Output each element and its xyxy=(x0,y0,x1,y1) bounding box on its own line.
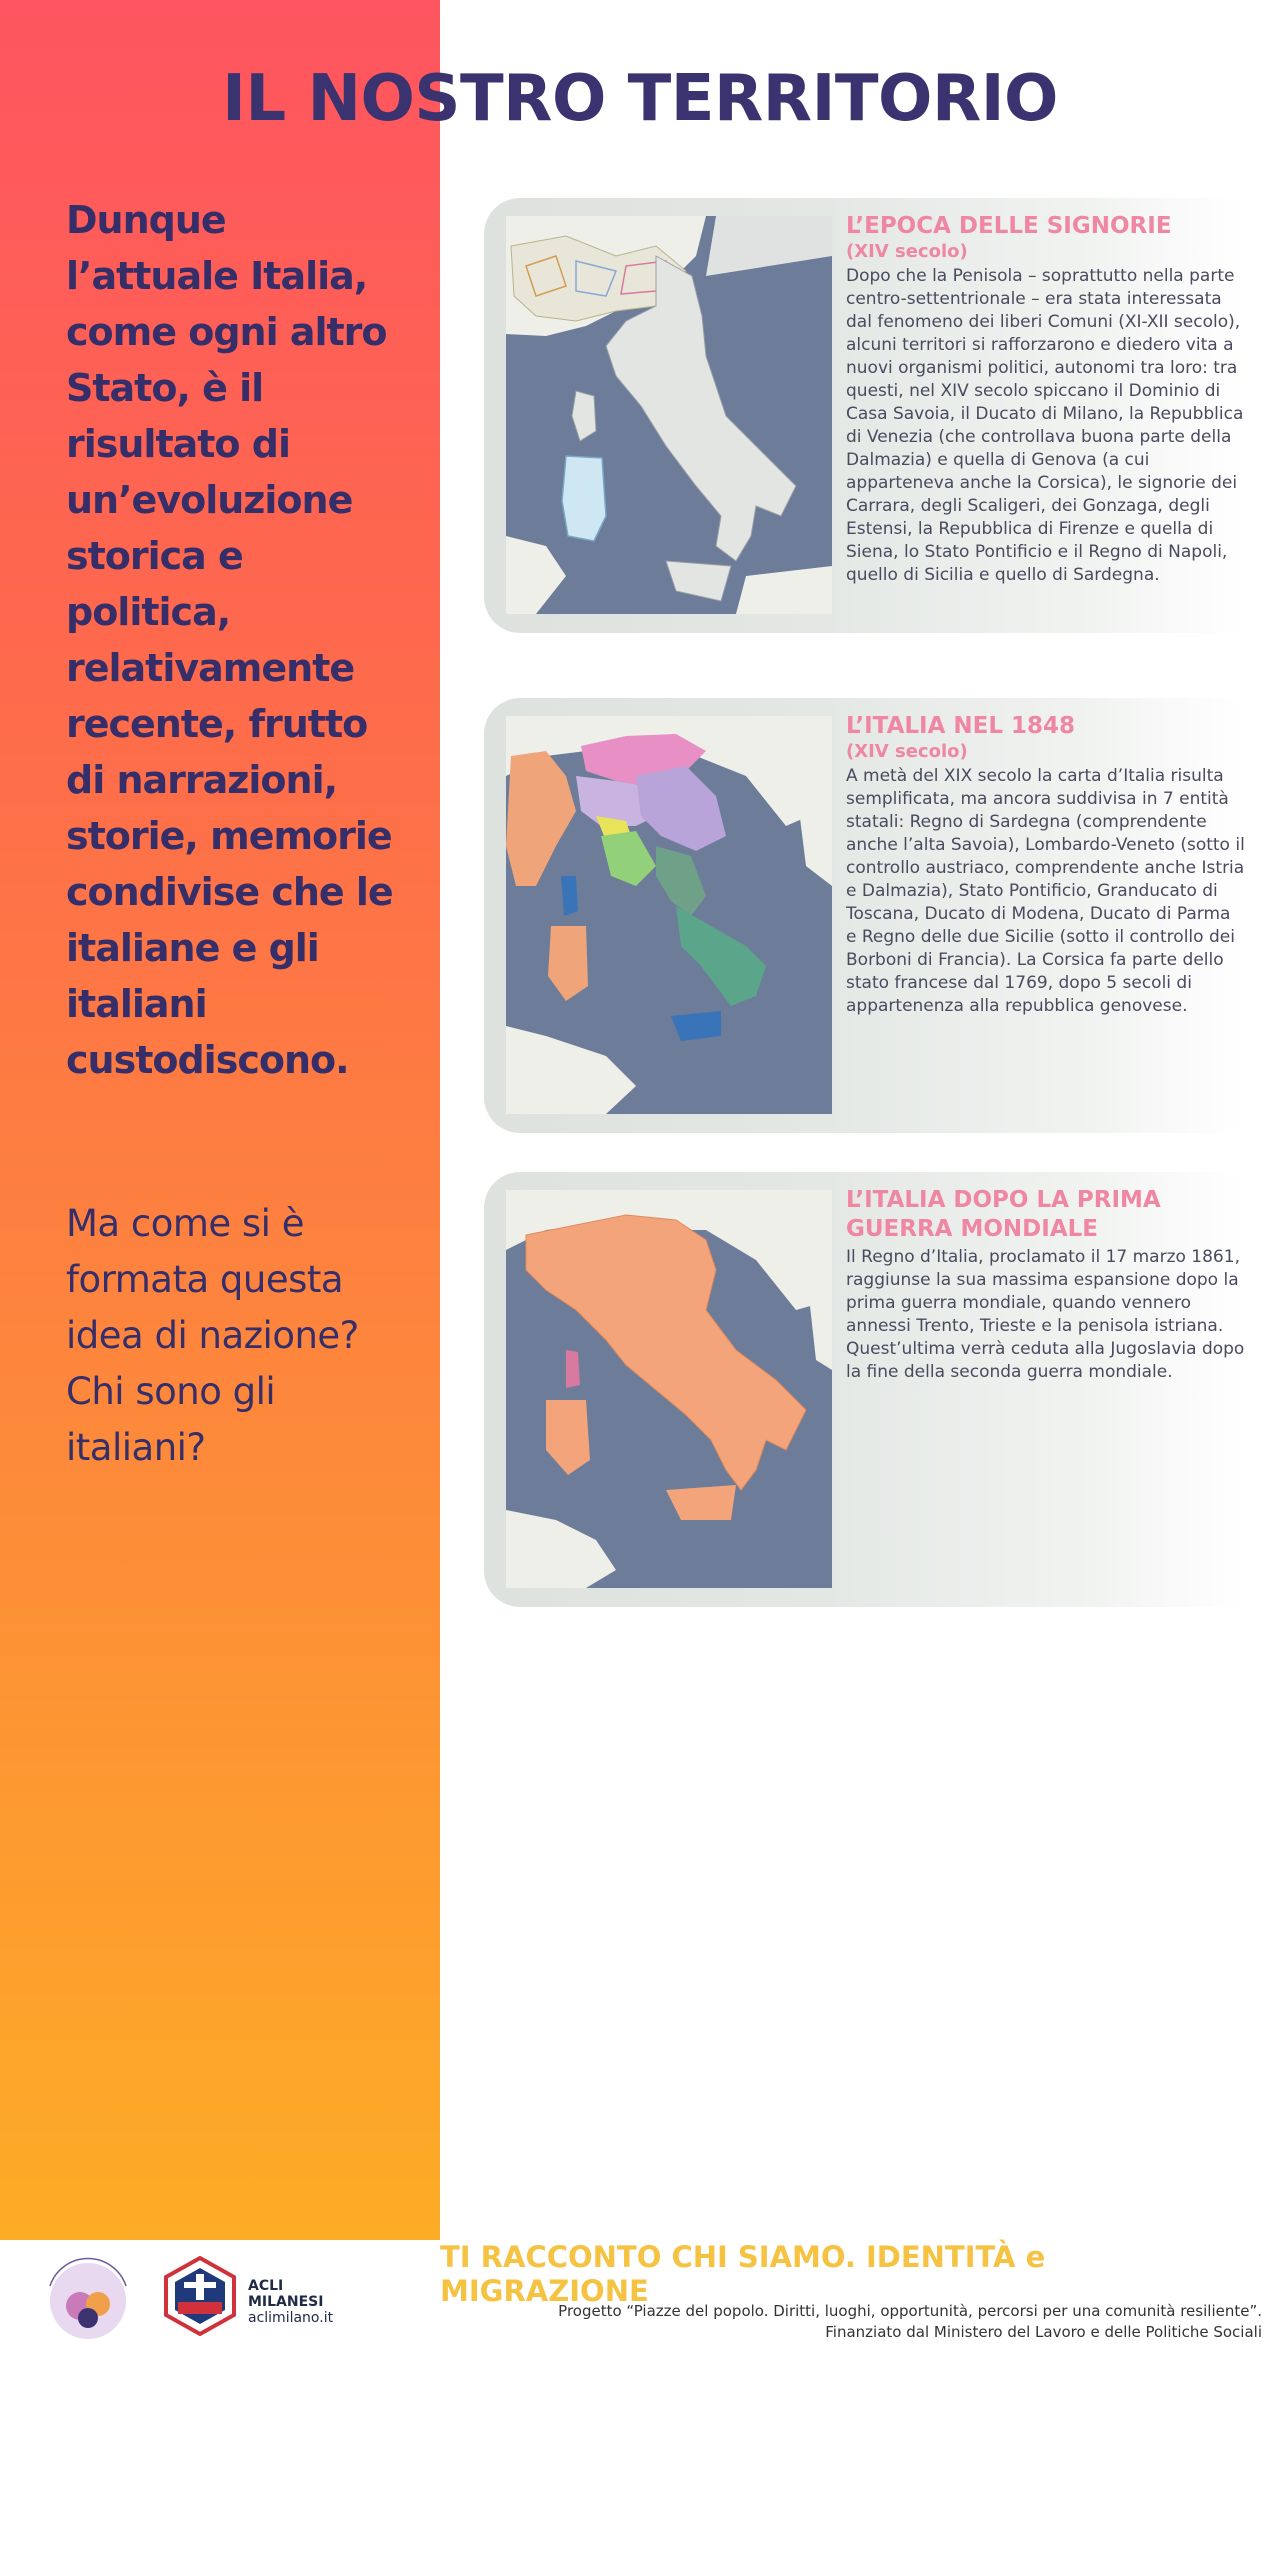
acli-logo xyxy=(160,2256,240,2336)
page-title: IL NOSTRO TERRITORIO xyxy=(222,62,1058,136)
card-title: L’ITALIA DOPO LA PRIMA GUERRA MONDIALE xyxy=(846,1187,1161,1242)
project-logo-icon xyxy=(38,2246,138,2346)
acli-line2: MILANESI xyxy=(248,2294,324,2310)
footer-note xyxy=(462,2301,1262,2343)
question-text: Ma come si è formata questa idea di nazione? Chi sono gli italiani? xyxy=(66,1202,359,1469)
intro-text: Dunque l’attuale Italia, come ogni altro Stato, è il risultato di un’evoluzione storica e politica, relativamente recente, frutto di narrazioni, storie, memorie condivise che le italiane e gli italiani custodiscono. xyxy=(66,198,393,1082)
map-1848-image xyxy=(506,716,832,1114)
acli-text xyxy=(248,2278,333,2326)
map-1848 xyxy=(506,716,832,1114)
card-dopo-guerra-text xyxy=(846,1186,1246,1384)
card-signorie xyxy=(484,198,1244,633)
card-title: L’ITALIA NEL 1848 xyxy=(846,713,1076,739)
project-logo xyxy=(38,2246,138,2346)
acli-logo-icon xyxy=(160,2256,240,2336)
map-signorie xyxy=(506,216,832,614)
acli-line1: ACLI xyxy=(248,2278,284,2294)
card-body: Dopo che la Penisola – soprattutto nella parte centro-settentrionale – era stata interessata dal fenomeno dei liberi Comuni (XI-XII secolo), alcuni territori si rafforzarono e diedero vita a nuovi organismi politici, autonomi tra loro: tra questi, nel XIV secolo spiccano il Dominio di Casa Savoia, il Ducato di Milano, la Repubblica di Venezia (che controllava buona parte della Dalmazia) e quella di Genova (a cui apparteneva anche la Corsica), le signorie dei Carrara, degli Scaligeri, dei Gonzaga, degli Estensi, la Repubblica di Firenze e quella di Siena, lo Stato Pontificio e il Regno di Napoli, quello di Sicilia e quello di Sardegna. xyxy=(846,266,1244,585)
acli-url[interactable]: aclimilano.it xyxy=(248,2310,334,2326)
card-body: A metà del XIX secolo la carta d’Italia risulta semplificata, ma ancora suddivisa in 7 entità statali: Regno di Sardegna (comprendente anche l’alta Savoia), Lombardo-Veneto (sotto il controllo austriaco, comprendente anche Istria e Dalmazia), Stato Pontificio, Granducato di Toscana, Ducato di Modena, Ducato di Parma e Regno delle due Sicilie (sotto il controllo dei Borboni di Francia). La Corsica fa parte dello stato francese dal 1769, dopo 5 secoli di appartenenza alla repubblica genovese. xyxy=(846,766,1245,1016)
card-1848-text xyxy=(846,712,1246,1018)
card-subtitle: (XIV secolo) xyxy=(846,241,968,262)
map-dopo-guerra xyxy=(506,1190,832,1588)
card-signorie-text xyxy=(846,212,1246,587)
footer-title: TI RACCONTO CHI SIAMO. IDENTITÀ e MIGRAZIONE xyxy=(440,2240,1046,2308)
map-signorie-image xyxy=(506,216,832,614)
card-body: Il Regno d’Italia, proclamato il 17 marzo 1861, raggiunse la sua massima espansione dopo la prima guerra mondiale, quando vennero annessi Trento, Trieste e la penisola istriana. Quest’ultima verrà ceduta alla Jugoslavia dopo la fine della seconda guerra mondiale. xyxy=(846,1247,1245,1382)
footer-note-line2: Finanziato dal Ministero del Lavoro e delle Politiche Sociali xyxy=(825,2323,1262,2341)
map-dopo-guerra-image xyxy=(506,1190,832,1588)
card-1848 xyxy=(484,698,1244,1133)
card-subtitle: (XIV secolo) xyxy=(846,741,968,762)
footer-note-line1: Progetto “Piazze del popolo. Diritti, luoghi, opportunità, percorsi per una comunità resiliente”. xyxy=(558,2302,1262,2320)
card-dopo-guerra xyxy=(484,1172,1244,1607)
card-title: L’EPOCA DELLE SIGNORIE xyxy=(846,213,1172,239)
